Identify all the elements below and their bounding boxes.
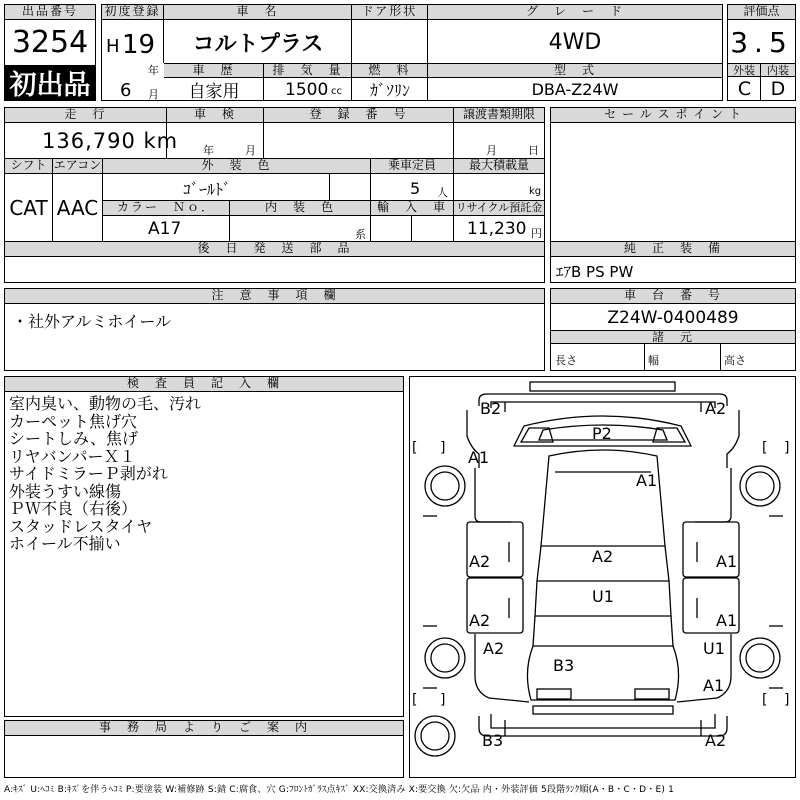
height-label: 高さ — [724, 354, 746, 367]
max-load-unit: kg — [529, 186, 542, 197]
door-label: ドア形状 — [352, 5, 428, 20]
caution-text: ・社外アルミホイール — [12, 312, 172, 331]
color-no: A17 — [148, 219, 182, 239]
inspection-label: 車 検 — [167, 108, 264, 123]
note-line: 外装うすい線傷 — [9, 481, 122, 501]
bracket-left-top: [ — [412, 440, 418, 456]
chassis-number: Z24W-0400489 — [607, 307, 739, 328]
car-name-label: 車 名 — [164, 5, 352, 20]
bracket-right-top-r: ] — [784, 440, 790, 456]
transfer-month-unit: 月 — [486, 144, 497, 157]
damage-mark: B3 — [553, 656, 575, 675]
lot-label: 出品番号 — [5, 5, 95, 20]
inspector-label: 検 査 員 記 入 欄 — [5, 377, 403, 392]
note-line: リヤバンパーＸ１ — [9, 446, 136, 466]
bracket-right-bottom-r: ] — [784, 692, 790, 708]
exterior-label: 外装 — [728, 63, 761, 77]
first-listing-badge: 初出品 — [5, 65, 95, 100]
bracket-left-bottom: [ — [412, 692, 418, 708]
lot-number: 3254 — [11, 24, 89, 60]
width-label: 幅 — [648, 354, 659, 367]
damage-mark: B2 — [480, 399, 502, 418]
damage-mark: U1 — [703, 639, 725, 658]
inspection-month-unit: 月 — [245, 144, 256, 157]
sales-points-label: セ ー ル ス ポ イ ン ト — [551, 108, 795, 123]
displacement: 1500 — [285, 80, 329, 100]
legend: A:ｷｽﾞ U:ﾍｺﾐ B:ｷｽﾞを伴うﾍｺﾐ P:要塗装 W:補修跡 S:錆 C:腐食、穴 G:ﾌﾛﾝﾄｶﾞﾗｽ点ｷｽﾞ XX:交換済み X:要交換 欠:欠品 内・外装評価 5段階ﾗﾝｸ順(A・B・C・D・E) 1 — [4, 785, 675, 795]
damage-mark: A2 — [705, 399, 727, 418]
car-name: コルトプラス — [192, 31, 324, 57]
displacement-label: 排 気 量 — [264, 64, 352, 78]
office-label: 事 務 局 よ り ご 案 内 — [5, 721, 403, 736]
capacity-unit: 人 — [437, 186, 448, 199]
fuel: ｶﾞｿﾘﾝ — [369, 81, 410, 100]
damage-mark: A1 — [716, 552, 738, 571]
damage-mark: A2 — [469, 611, 491, 630]
caution-label: 注 意 事 項 欄 — [5, 289, 544, 304]
reg-year: 19 — [122, 30, 156, 60]
note-line: サイドミラーＰ剥がれ — [9, 464, 168, 483]
dimensions-label: 諸 元 — [551, 330, 795, 344]
mileage-label: 走 行 — [5, 108, 167, 123]
note-line: 室内臭い、動物の毛、汚れ — [9, 394, 202, 413]
reg-no-label: 登 録 番 号 — [264, 108, 454, 123]
model-code-label: 型 式 — [428, 64, 722, 78]
recycle: 11,230 — [467, 219, 527, 239]
mileage: 136,790 km — [42, 129, 179, 153]
grade-label: グ レ ー ド — [428, 5, 722, 20]
era: H — [106, 36, 120, 57]
damage-mark: A2 — [469, 552, 491, 571]
recycle-unit: 円 — [531, 227, 542, 240]
damage-mark: A1 — [716, 611, 738, 630]
note-line: カーペット焦げ穴 — [9, 411, 138, 431]
bracket-left-top-r: [ — [762, 440, 768, 456]
transfer-label: 譲渡書類期限 — [454, 108, 544, 123]
interior-label: 内装 — [761, 63, 795, 77]
int-color-label: 内 装 色 — [230, 201, 371, 216]
import-label: 輸 入 車 — [371, 201, 454, 216]
model-code: DBA-Z24W — [531, 80, 619, 99]
damage-mark: P2 — [592, 424, 612, 443]
note-line: ホイール不揃い — [9, 534, 121, 553]
damage-mark: A2 — [483, 639, 505, 658]
aircon: AAC — [56, 196, 99, 220]
damage-mark: B3 — [482, 731, 504, 750]
bracket-left-bottom-r: [ — [762, 692, 768, 708]
interior-score: D — [770, 78, 786, 100]
later-parts-label: 後 日 発 送 部 品 — [5, 242, 544, 257]
capacity-label: 乗車定員 — [371, 159, 454, 174]
reg-month: 6 — [120, 80, 132, 101]
damage-mark: A2 — [705, 731, 727, 750]
damage-mark: A1 — [703, 676, 725, 695]
genuine-equip: ｴｱB PS PW — [556, 263, 634, 281]
int-color-suffix: 系 — [355, 228, 366, 241]
ext-color-label: 外 装 色 — [103, 159, 371, 174]
year-unit: 年 — [148, 64, 159, 77]
aircon-label: エアコン — [53, 158, 102, 172]
ext-color: ｺﾞｰﾙﾄﾞ — [183, 180, 232, 199]
exterior-score: C — [737, 78, 752, 100]
note-line: スタッドレスタイヤ — [9, 516, 153, 536]
shift-label: シフト — [5, 159, 53, 174]
first-reg-label: 初度登録 — [102, 5, 164, 20]
note-line: シートしみ、焦げ — [9, 429, 138, 448]
damage-mark: A1 — [468, 448, 490, 467]
score-label: 評価点 — [728, 5, 795, 20]
bracket-right-top: ] — [440, 440, 446, 456]
capacity: 5 — [410, 179, 421, 198]
color-no-label: カラー Ｎｏ． — [103, 201, 230, 216]
bracket-right-bottom: ] — [440, 692, 446, 708]
history: 自家用 — [188, 82, 240, 102]
max-load-label: 最大積載量 — [454, 159, 544, 174]
displacement-unit: cc — [331, 86, 342, 97]
note-line: ＰＷ不良（右後） — [9, 499, 138, 518]
length-label: 長さ — [555, 354, 577, 367]
genuine-equip-label: 純 正 装 備 — [551, 242, 795, 257]
history-label: 車 歴 — [164, 64, 264, 78]
shift: CAT — [9, 196, 48, 220]
fuel-label: 燃 料 — [352, 64, 428, 78]
month-unit: 月 — [148, 88, 159, 101]
score-value: 3.5 — [730, 25, 793, 59]
transfer-day-unit: 日 — [528, 144, 539, 157]
recycle-label: リサイクル預託金 — [455, 201, 543, 214]
damage-mark: A2 — [592, 547, 614, 566]
damage-mark: A1 — [636, 471, 658, 490]
inspector-notes — [9, 395, 201, 553]
chassis-label: 車 台 番 号 — [551, 289, 795, 304]
grade: 4WD — [548, 29, 602, 55]
damage-mark: U1 — [592, 587, 614, 606]
inspection-year-unit: 年 — [203, 144, 214, 157]
